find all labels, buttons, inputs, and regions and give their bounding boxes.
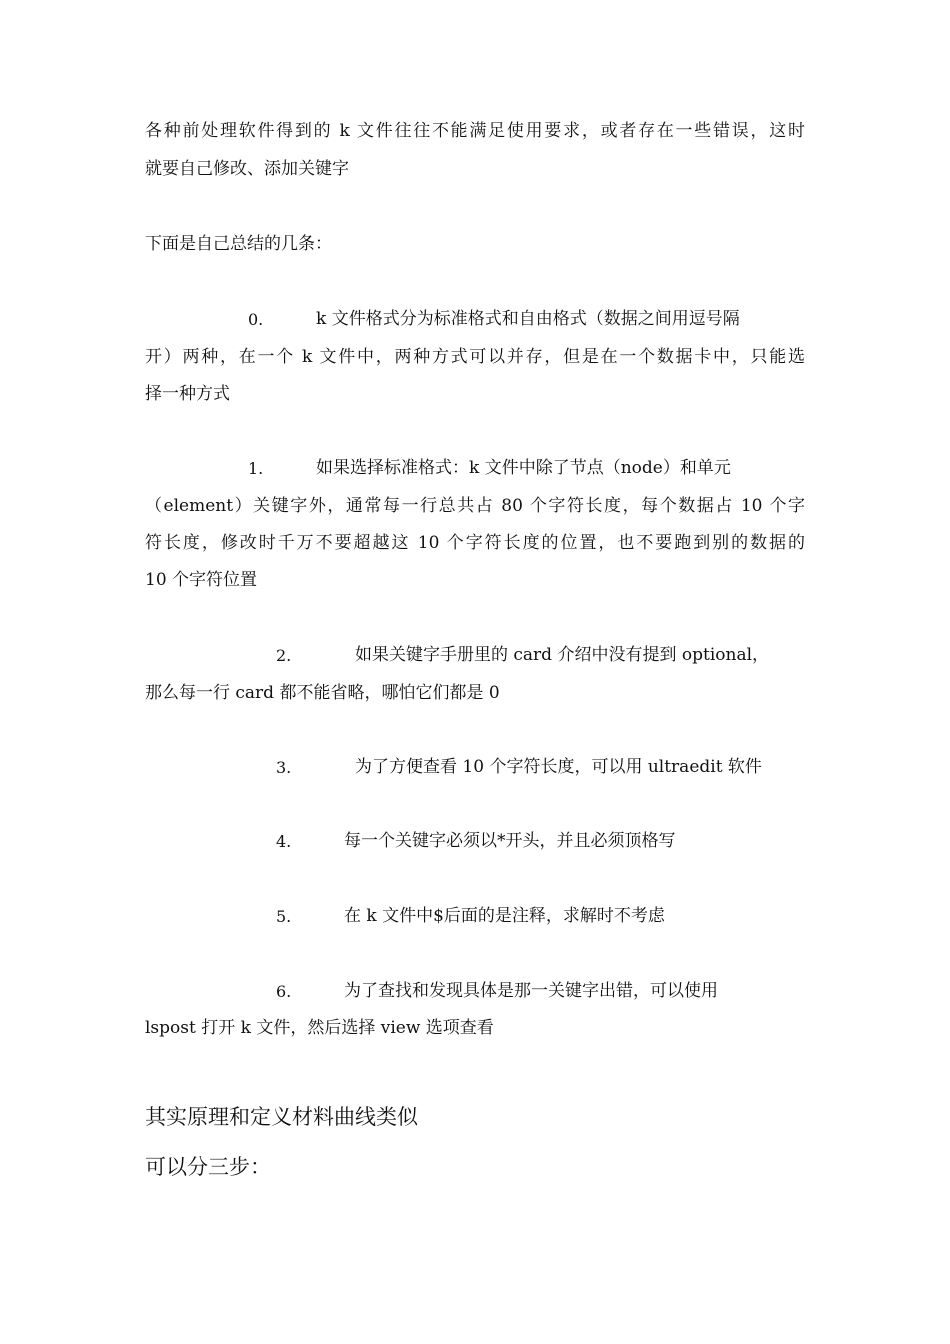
item-0-number: 0. [248,310,264,329]
item-0-line-2: 开）两种，在一个 k 文件中，两种方式可以并存，但是在一个数据卡中，只能选 [145,347,805,367]
item-2-number: 2. [276,646,292,665]
item-6-number: 6. [276,982,292,1001]
intro-line-2: 就要自己修改、添加关键字 [145,159,349,179]
item-4-line-1: 每一个关键字必须以*开头，并且必须顶格写 [344,831,676,851]
item-3-number: 3. [276,758,292,777]
item-6-line-2: lspost 打开 k 文件，然后选择 view 选项查看 [145,1018,494,1038]
item-3-line-1: 为了方便查看 10 个字符长度，可以用 ultraedit 软件 [355,757,762,777]
item-0-line-1: k 文件格式分为标准格式和自由格式（数据之间用逗号隔 [316,309,740,329]
item-5-line-1: 在 k 文件中$后面的是注释，求解时不考虑 [344,906,665,926]
item-5-number: 5. [276,907,292,926]
item-1-line-3: 符长度，修改时千万不要超越这 10 个字符长度的位置，也不要跑到别的数据的 [145,533,805,553]
summary-heading: 下面是自己总结的几条： [145,234,332,254]
item-1-line-4: 10 个字符位置 [145,570,258,590]
intro-line-1: 各种前处理软件得到的 k 文件往往不能满足使用要求，或者存在一些错误，这时 [145,121,805,141]
item-2-line-2: 那么每一行 card 都不能省略，哪怕它们都是 0 [145,683,500,703]
item-1-number: 1. [248,459,264,478]
item-6-line-1: 为了查找和发现具体是那一关键字出错，可以使用 [344,981,718,1001]
item-2-line-1: 如果关键字手册里的 card 介绍中没有提到 optional， [355,645,770,665]
item-0-line-3: 择一种方式 [145,384,230,404]
item-4-number: 4. [276,832,292,851]
closing-line-1: 其实原理和定义材料曲线类似 [145,1105,418,1129]
item-1-line-2: （element）关键字外，通常每一行总共占 80 个字符长度，每个数据占 10 个字 [145,496,805,516]
item-1-line-1: 如果选择标准格式：k 文件中除了节点（node）和单元 [316,458,731,478]
closing-line-2: 可以分三步： [145,1155,271,1179]
